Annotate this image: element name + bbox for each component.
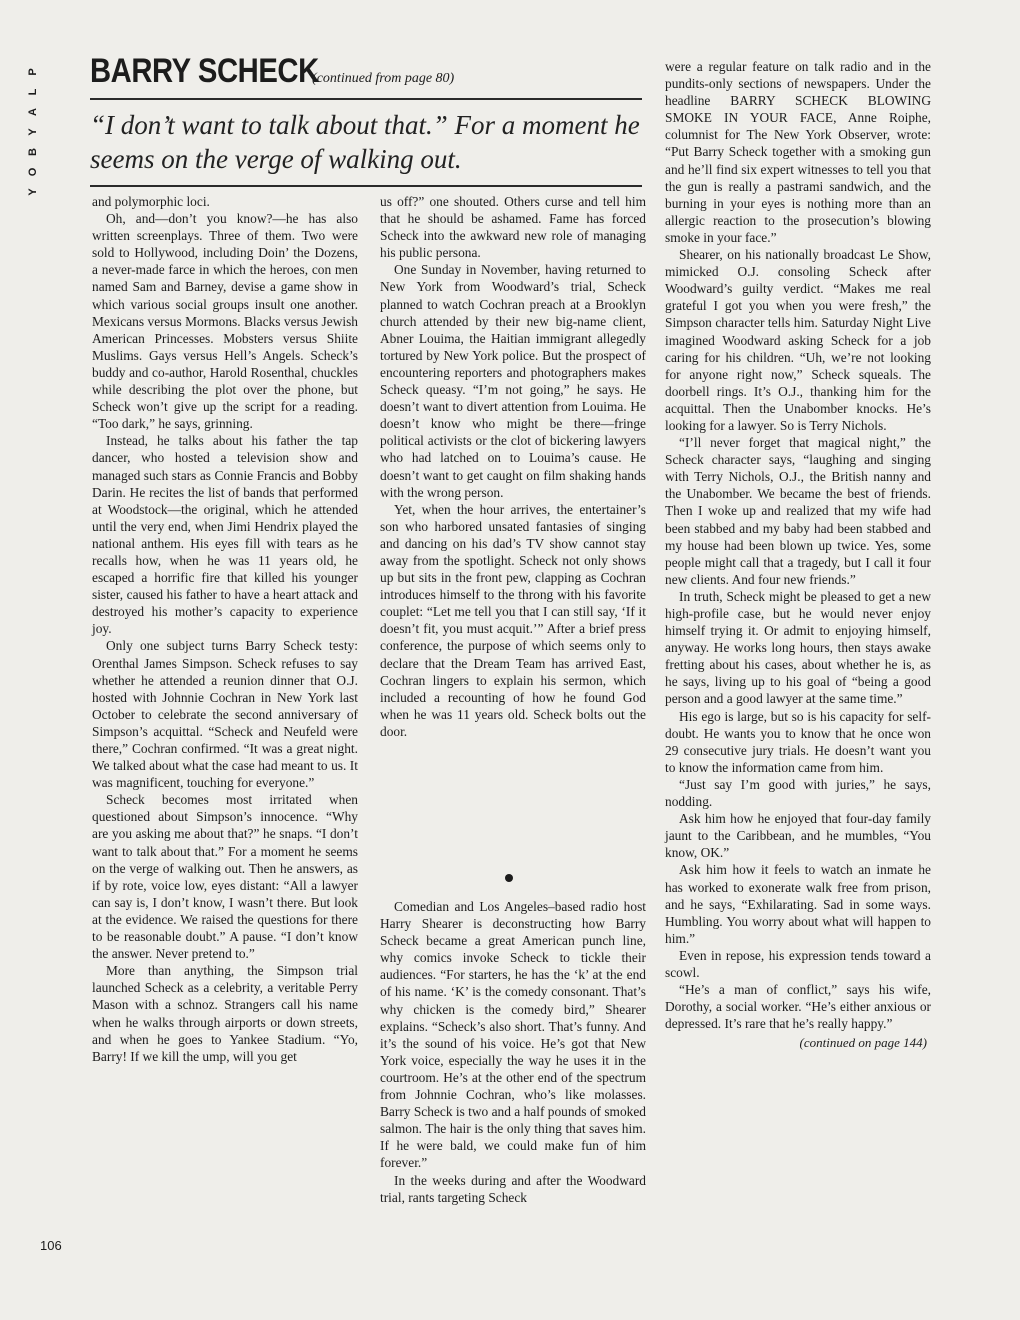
article-paragraph: and polymorphic loci. [92,194,210,209]
pull-quote: “I don’t want to talk about that.” For a moment he seems on the verge of walking out. [90,110,640,174]
magazine-name-letter: Y [27,188,39,196]
article-paragraph: Ask him how it feels to watch an inmate he has worked to exonerate walk free from prison, and he says, “Exhilarating. Sad in some ways. Humbling. You worry about what will happen to him.” [665,862,931,946]
magazine-name-letter: P [27,68,39,76]
article-paragraph: Oh, and—don’t you know?—he has also written screenplays. Three of them. Two were sold to Hollywood, including Doin’ the Dozens, a never-made farce in which the heroes, con men named Sam and Barney, devise a game show in which various social groups insult one another. Mexicans versus Mormons. Blacks versus Jewish American Princesses. Mobsters versus Shiite Muslims. Gays versus Hell’s Angels. Scheck’s buddy and co-author, Harold Rosenthal, chuckles while describing the plot over the phone, but Scheck won’t give up the script for a reading. “Too dark,” he says, grinning. [92,211,358,432]
magazine-name-letter: O [27,167,39,177]
page-number: 106 [40,1238,62,1253]
article-title: BARRY SCHECK [90,52,319,90]
article-paragraph: Instead, he talks about his father the tap dancer, who hosted a television show and managed such stars as Connie Francis and Bobby Darin. He recites the list of bands that performed at Woodstock—the original, which he attended until the very end, when Jimi Hendrix played the national anthem. His eyes fill with tears as he recalls how, when he was 11 years old, he escaped a horrific fire that killed his younger sister, caused his father to have a heart attack and destroyed his mother’s capacity to experience joy. [92,433,358,637]
article-column-2 [380,193,646,740]
article-paragraph: “He’s a man of conflict,” says his wife, Dorothy, a social worker. “He’s either anxious or depressed. It’s rare that he’s really happy.” [665,982,931,1032]
article-paragraph: Even in repose, his expression tends toward a scowl. [665,947,931,980]
header-rule-top [90,98,642,100]
article-paragraph: In truth, Scheck might be pleased to get a new high-profile case, but he would never enjoy himself trying it. Or admit to enjoying himself, anyway. He works long hours, then stays awake fretting about his cases, about whether he is, as he says, living up to his goal of “being a good person and a good lawyer at the same time.” [665,588,931,707]
article-column-3 [665,58,931,1051]
article-paragraph: Yet, when the hour arrives, the entertainer’s son who harbored unsated fantasies of singing and dancing on his dad’s TV show cannot stay away from the spotlight. Scheck not only shows up but sits in the front pew, clapping as Cochran introduces himself to the throng with his favorite couplet: “Let me tell you that I can still say, ‘If it doesn’t fit, you must acquit.’” After a brief press conference, the purpose of which seems only to declare that the Dream Team has arrived East, Cochran lingers to explain his sermon, which included a recounting of how he found God when he was 11 years old. Scheck bolts out the door. [380,501,646,739]
magazine-name-letter: A [27,108,39,116]
article-paragraph: Only one subject turns Barry Scheck testy: Orenthal James Simpson. Scheck refuses to say whether he attended a reunion dinner that O.J. hosted with Johnnie Cochran in New York last October to celebrate the second anniversary of Simpson’s acquittal. “Scheck and Neufeld were there,” Cochran confirmed. “It was a great night. We talked about what the case had meant to us. It was magnificent, touching for everyone.” [92,638,358,791]
article-paragraph: us off?” one shouted. Others curse and tell him that he should be ashamed. Fame has forced Scheck into the awkward new role of managing his public persona. [380,194,646,261]
article-paragraph: “Just say I’m good with juries,” he says, nodding. [665,776,931,810]
article-paragraph: In the weeks during and after the Woodward trial, rants targeting Scheck [380,1172,646,1205]
article-paragraph: His ego is large, but so is his capacity for self-doubt. He wants you to know that he once won 29 consecutive jury trials. He doesn’t want you to know the information came from him. [665,708,931,775]
article-paragraph: Scheck becomes most irritated when questioned about Simpson’s innocence. “Why are you asking me about that?” he snaps. “I don’t want to talk about that.” For a moment he seems on the verge of walking out. Then he answers, as if by rote, voice low, eyes distant: “All a lawyer can say is, I don’t know, I wasn’t there. But look at the evidence. We raised the questions for there to be reasonable doubt.” A pause. “I don’t know the answer. Never pretend to.” [92,792,358,962]
article-column-1 [92,193,358,1065]
magazine-name-letter: L [27,88,39,96]
magazine-name-letter: B [27,148,39,156]
header-rule-bottom [90,185,642,187]
magazine-name-letter: Y [27,128,39,136]
magazine-name-vertical [22,62,44,222]
article-paragraph: “I’ll never forget that magical night,” the Scheck character says, “laughing and singing with Terry Nichols, O.J., the British nanny and the Unabomber. We became the best of friends. Then I woke up and realized that my wife had been stabbed and my baby had been stabbed and my house had been blown up twice. Yes, some people might call that a tragedy, but I call it four new clients. And four new friends.” [665,435,931,587]
article-paragraph: Ask him how he enjoyed that four-day family jaunt to the Caribbean, and he mumbles, “You know, OK.” [665,811,931,861]
article-column-2-continued [380,898,646,1206]
continued-on-note: (continued on page 144) [799,1035,927,1051]
article-header [90,52,640,91]
article-paragraph: Shearer, on his nationally broadcast Le Show, mimicked O.J. consoling Scheck after Woodward’s guilty verdict. “Makes me real grateful I got you when you were fresh,” the Simpson character tells him. Saturday Night Live imagined Woodward asking Scheck for a job caring for his children. “Uh, we’re not looking for anyone right now,” Scheck squeals. The doorbell rings. It’s O.J., thanking him for the acquittal. Then the Unabomber knocks. He’s looking for a lawyer. So is Terry Nichols. [665,247,931,433]
article-paragraph: were a regular feature on talk radio and in the pundits-only sections of newspapers. Under the headline BARRY SCHECK BLOWING SMOKE IN YOUR FACE, Anne Roiphe, columnist for The New York Observer, wrote: “Put Barry Scheck together with a smoking gun and he’ll find six expert witnesses to tell you that the gun is really a pastrami sandwich, and the burning in your eyes is nothing more than an allergic reaction to the prosecution’s blowing smoke in your face.” [665,59,931,245]
article-paragraph: Comedian and Los Angeles–based radio host Harry Shearer is deconstructing how Barry Scheck became a great American punch line, why comics invoke Scheck to tickle their audiences. “For starters, he has the ‘k’ at the end of his name. ‘K’ is the comedy consonant. That’s why chicken is the comedy bird,” Shearer explains. “Scheck’s also short. That’s funny. And it’s the sound of his voice. He’s got that New York voice, especially the way he uses it in the courtroom. He’s at the other end of the spectrum from Johnnie Cochran, who’s like molasses. Barry Scheck is two and a half pounds of smoked salmon. The hair is the only thing that saves him. If he were bald, we could make fun of him forever.” [380,899,646,1171]
continued-from-note: (continued from page 80) [312,71,455,86]
article-paragraph: One Sunday in November, having returned to New York from Woodward’s trial, Scheck planned to watch Cochran preach at a Brooklyn church attended by their new big-name client, Abner Louima, the Haitian immigrant allegedly tortured by New York police. But the prospect of encountering reporters and photographers makes Scheck queasy. “I’m not going,” he says. He doesn’t want to divert attention from Louima. He doesn’t know who might be there—fringe political activists or the clot of bickering lawyers who had latched on to Louima’s cause. He doesn’t want to get caught on film shaking hands with the wrong person. [380,262,646,500]
article-paragraph: More than anything, the Simpson trial launched Scheck as a celebrity, a veritable Perry Mason with a schnoz. Strangers call his name when he walks through airports or down streets, and when he goes to Yankee Stadium. “Yo, Barry! If we kill the ump, will you get [92,963,358,1064]
section-break-bullet [505,874,513,882]
